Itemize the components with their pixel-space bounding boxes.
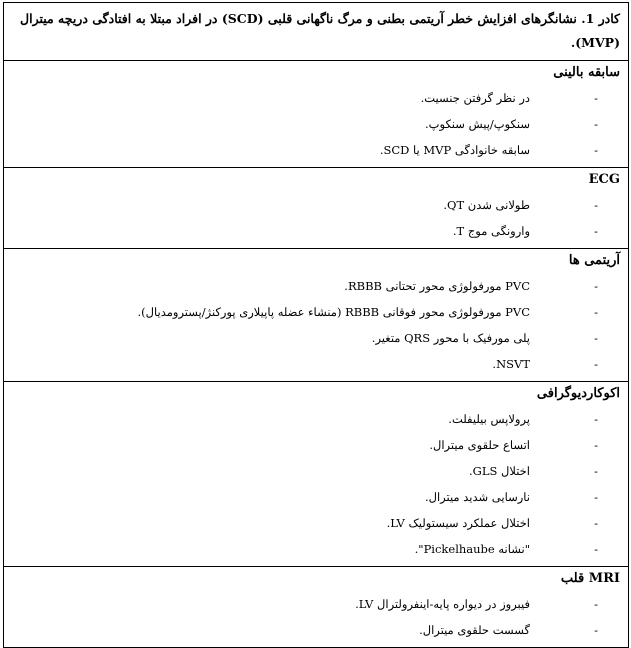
list-item: - فیبروز در دیواره پایه-اینفرولترال LV.: [14, 591, 620, 617]
list-item: - طولانی شدن QT.: [14, 192, 620, 218]
section-title: MRI قلب: [560, 571, 620, 586]
section-clinical-history: [4, 61, 628, 168]
risk-markers-box: [3, 2, 629, 648]
list-item: - در نظر گرفتن جنسیت.: [14, 85, 620, 111]
section-cardiac-mri: [4, 567, 628, 647]
section-title: سابقه بالینی: [553, 65, 620, 80]
list-item: - PVC مورفولوژی محور فوقانی RBBB (منشاء عضله پاپیلاری پورکنژ/پسترومدیال).: [14, 299, 620, 325]
item-list: [14, 591, 620, 643]
list-item: - پلی مورفیک با محور QRS متغیر.: [14, 325, 620, 351]
list-item: - اختلال عملکرد سیستولیک LV.: [14, 510, 620, 536]
bullet-dash: -: [594, 91, 598, 105]
bullet-dash: -: [594, 597, 598, 611]
section-title: ECG: [588, 172, 620, 187]
bullet-dash: -: [594, 331, 598, 345]
bullet-dash: -: [594, 412, 598, 426]
list-item: - پرولاپس بیلیفلت.: [14, 406, 620, 432]
bullet-dash: -: [594, 143, 598, 157]
bullet-dash: -: [594, 117, 598, 131]
item-list: [14, 406, 620, 562]
section-arrhythmias: [4, 249, 628, 382]
bullet-dash: -: [594, 279, 598, 293]
item-list: [14, 273, 620, 377]
section-echocardiography: [4, 382, 628, 567]
bullet-dash: -: [594, 623, 598, 637]
bullet-dash: -: [594, 438, 598, 452]
bullet-dash: -: [594, 464, 598, 478]
list-item: - سنکوپ/پیش سنکوپ.: [14, 111, 620, 137]
bullet-dash: -: [594, 357, 598, 371]
list-item: - گسست حلقوی میترال.: [14, 617, 620, 643]
bullet-dash: -: [594, 490, 598, 504]
list-item: - سابقه خانوادگی MVP یا SCD.: [14, 137, 620, 163]
list-item: - NSVT.: [14, 351, 620, 377]
list-item: - اختلال GLS.: [14, 458, 620, 484]
box-title: کادر 1. نشانگرهای افزایش خطر آریتمی بطنی و مرگ ناگهانی قلبی (SCD) در افراد مبتلا به افتادگی دریچه میترال (MVP).: [4, 3, 628, 61]
section-title: اکوکاردیوگرافی: [536, 386, 620, 401]
section-title: آریتمی ها: [568, 253, 620, 268]
item-list: [14, 192, 620, 244]
bullet-dash: -: [594, 198, 598, 212]
list-item: - اتساع حلقوی میترال.: [14, 432, 620, 458]
bullet-dash: -: [594, 542, 598, 556]
list-item: - نارسایی شدید میترال.: [14, 484, 620, 510]
list-item: - PVC مورفولوژی محور تحتانی RBBB.: [14, 273, 620, 299]
item-list: [14, 85, 620, 163]
list-item: - وارونگی موج T.: [14, 218, 620, 244]
bullet-dash: -: [594, 516, 598, 530]
list-item: - "نشانه Pickelhaube".: [14, 536, 620, 562]
section-ecg: [4, 168, 628, 249]
bullet-dash: -: [594, 224, 598, 238]
bullet-dash: -: [594, 305, 598, 319]
